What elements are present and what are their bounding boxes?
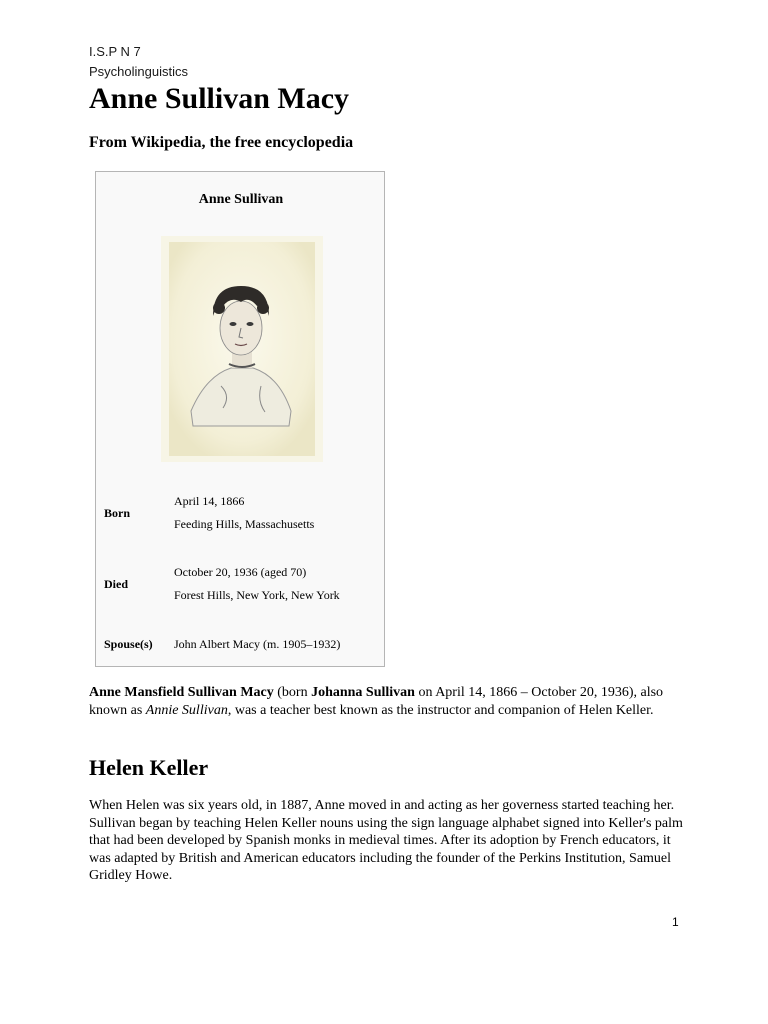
page-title: Anne Sullivan Macy [89, 82, 350, 115]
section-heading-helen-keller: Helen Keller [89, 755, 209, 780]
intro-text-role: , was a teacher best known as the instructor and companion of Helen Keller. [227, 702, 654, 718]
page-subtitle: From Wikipedia, the free encyclopedia [89, 134, 354, 151]
intro-text-dates: on April 14, 1866 – October 20, 1936), also known as [89, 685, 664, 718]
portrait-photo [161, 236, 323, 462]
document-header-course: I.S.P N 7 [89, 44, 141, 59]
nickname: Annie Sullivan [145, 702, 228, 718]
infobox [95, 171, 385, 667]
intro-text-born: (born [273, 685, 312, 700]
died-place: Forest Hills, New York, New York [174, 588, 340, 602]
spouse-value: John Albert Macy (m. 1905–1932) [174, 637, 341, 651]
died-label: Died [104, 577, 128, 591]
intro-paragraph [89, 684, 689, 719]
died-date: October 20, 1936 (aged 70) [174, 565, 307, 579]
born-place: Feeding Hills, Massachusetts [174, 517, 315, 531]
born-date: April 14, 1866 [174, 494, 245, 508]
document-header-subject: Psycholinguistics [89, 64, 188, 79]
page-number: 1 [672, 915, 679, 929]
spouse-label: Spouse(s) [104, 637, 153, 651]
birth-name: Johanna Sullivan [311, 685, 415, 700]
section-paragraph: When Helen was six years old, in 1887, Anne moved in and acting as her governess started teaching her. Sullivan began by teaching Helen Keller nouns using the sign language alphabet signed into Keller's palm that had been developed by Spanish monks in medieval times. After its adoption by French educators, it was adapted by British and American educators including the founder of the Perkins Institution, Samuel Gridley Howe. [89, 798, 683, 883]
born-label: Born [104, 506, 131, 520]
subject-full-name: Anne Mansfield Sullivan Macy [89, 685, 274, 700]
infobox-title: Anne Sullivan [198, 192, 284, 207]
